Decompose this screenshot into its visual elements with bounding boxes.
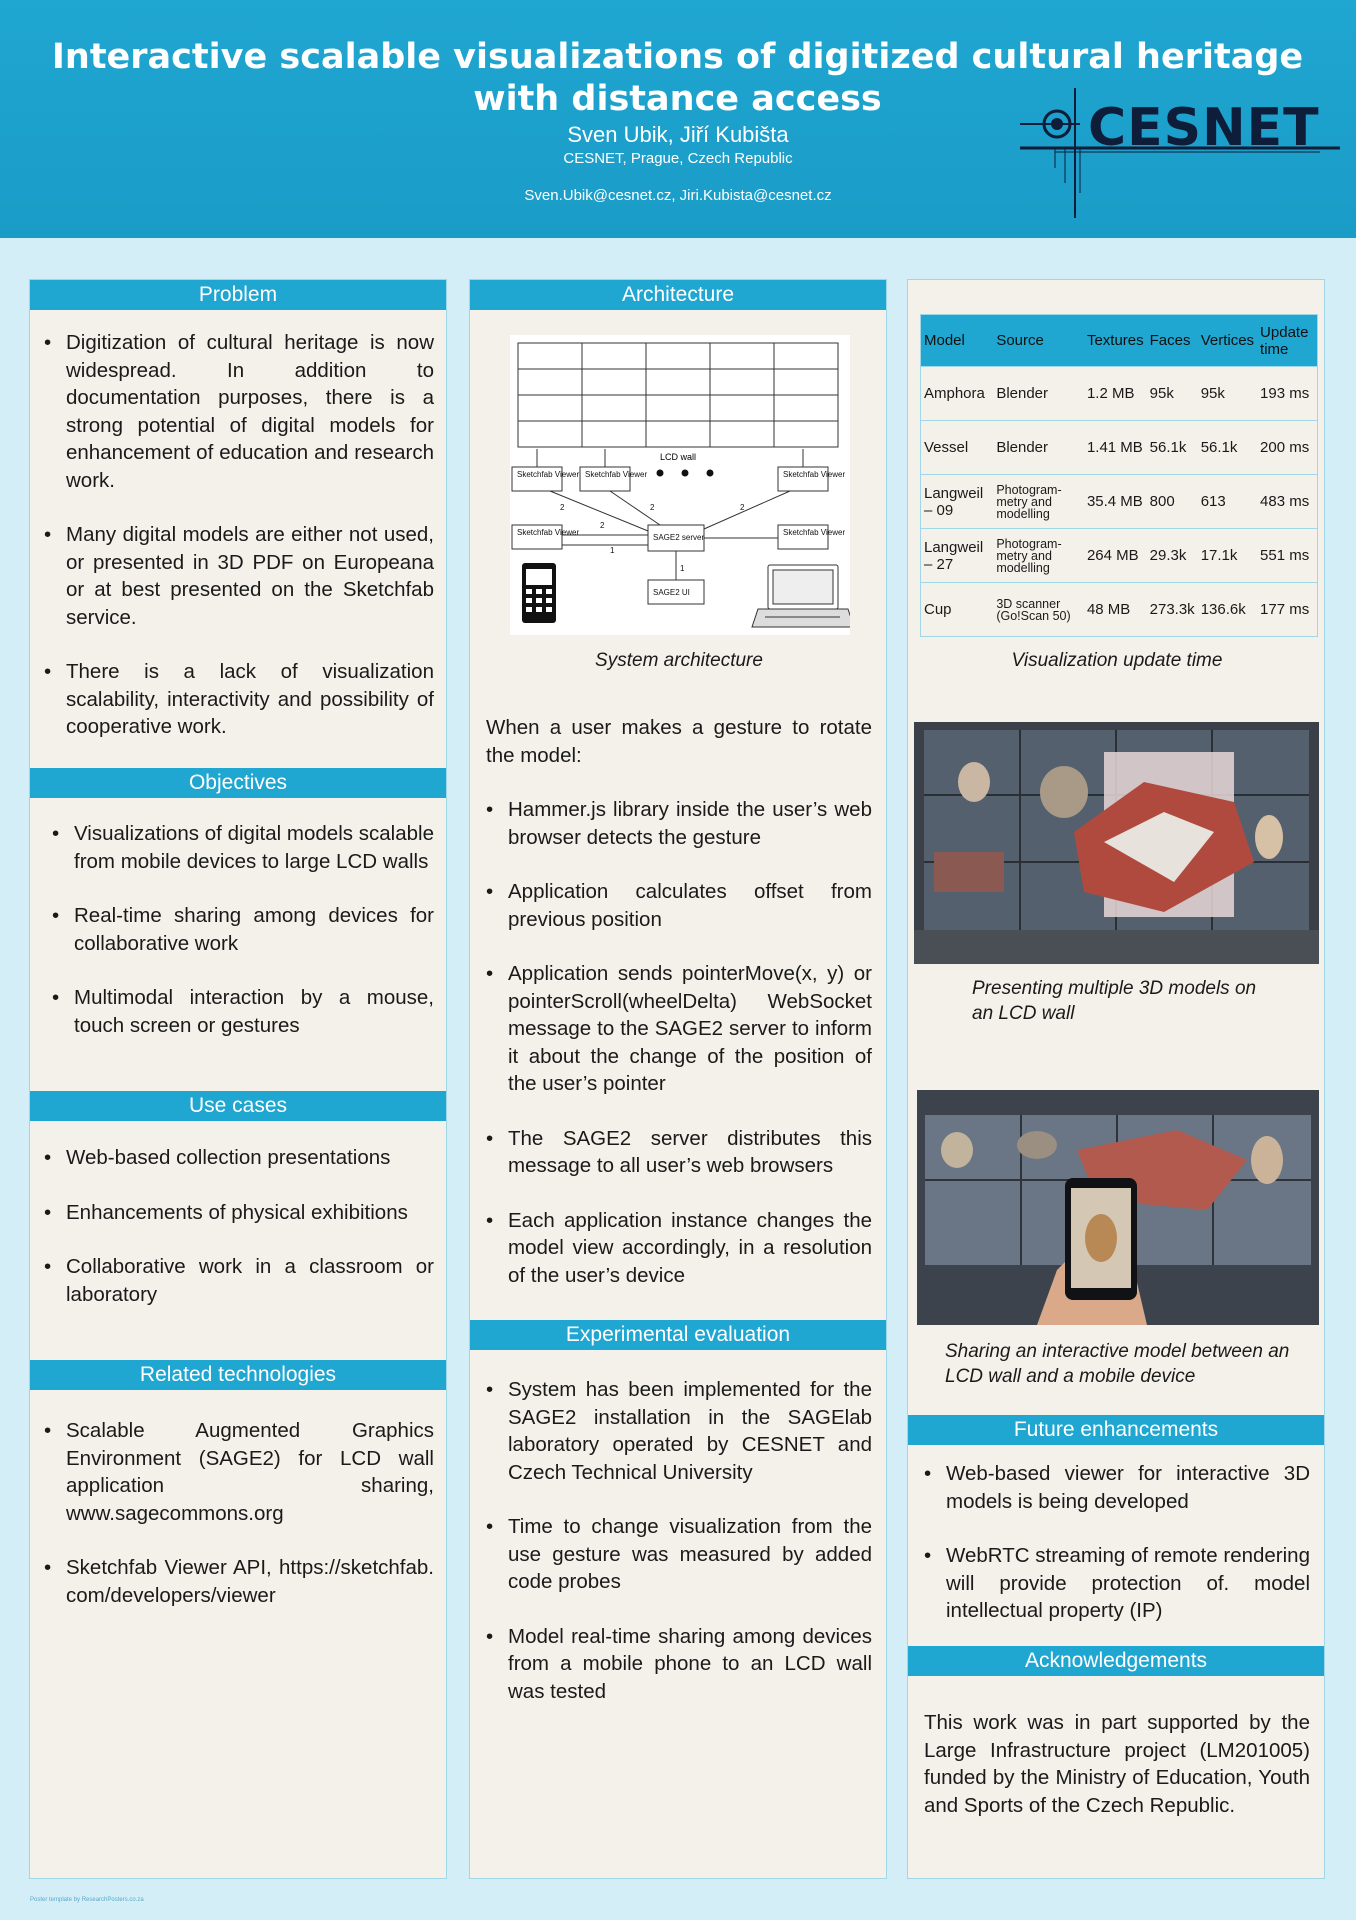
cell: Amphora: [921, 367, 994, 421]
column-right: [907, 279, 1325, 1879]
list-item: • System has been implemented for the SAGE2 installation in the SAGElab laboratory operated by CESNET and Czech Technical University: [486, 1376, 872, 1486]
col-source: Source: [993, 315, 1084, 367]
list-item: • Application calculates offset from previous position: [486, 878, 872, 933]
table-row: [921, 475, 1318, 529]
edge-label: 2: [740, 503, 745, 512]
affiliation: CESNET, Prague, Czech Republic: [563, 150, 793, 167]
table-row: [921, 583, 1318, 637]
viewer-label-2: Sketchfab Viewer: [585, 470, 648, 479]
evaluation-list: [486, 1376, 872, 1732]
problem-list: [44, 329, 434, 768]
list-item: • WebRTC streaming of remote rendering will provide protection of. model intellectual property (IP): [924, 1542, 1310, 1625]
architecture-heading: Architecture: [470, 280, 886, 310]
photo1-caption: Presenting multiple 3D models on an LCD wall: [972, 978, 1257, 1024]
col-model: Model: [921, 315, 994, 367]
use-cases-list: [44, 1144, 434, 1335]
cell: Langweil – 09: [921, 475, 994, 529]
cell: 3D scanner (Go!Scan 50): [993, 583, 1084, 637]
list-item: • Time to change visualization from the use gesture was measured by added code probes: [486, 1513, 872, 1596]
cell: 29.3k: [1147, 529, 1198, 583]
cell: 35.4 MB: [1084, 475, 1147, 529]
cell: 264 MB: [1084, 529, 1147, 583]
list-item: • Sketchfab Viewer API, https://sketchfab.com/developers/viewer: [44, 1554, 434, 1609]
cell: 551 ms: [1257, 529, 1317, 583]
list-item: • Enhancements of physical exhibitions: [44, 1199, 434, 1227]
table-row: [921, 421, 1318, 475]
list-item: • Model real-time sharing among devices from a mobile phone to an LCD wall was tested: [486, 1623, 872, 1706]
table-row: [921, 529, 1318, 583]
ack-heading: Acknowledgements: [908, 1646, 1324, 1676]
cell: 800: [1147, 475, 1198, 529]
template-credit: Poster template by ResearchPosters.co.za: [30, 1897, 144, 1903]
list-item: • Web-based viewer for interactive 3D models is being developed: [924, 1460, 1310, 1515]
emails: Sven.Ubik@cesnet.cz, Jiri.Kubista@cesnet.cz: [524, 187, 832, 204]
cell: Cup: [921, 583, 994, 637]
col-textures: Textures: [1084, 315, 1147, 367]
evaluation-heading: Experimental evaluation: [470, 1320, 886, 1350]
poster-header: [0, 0, 1356, 238]
mobile-sharing-image: [917, 1090, 1319, 1325]
photo2-caption: Sharing an interactive model between an LCD wall and a mobile device: [945, 1341, 1290, 1387]
list-item: • Each application instance changes the model view accordingly, in a resolution of the user’s device: [486, 1207, 872, 1290]
related-list: [44, 1417, 434, 1636]
architecture-diagram: [510, 335, 850, 635]
viewer-label-4: Sketchfab Viewer: [517, 528, 580, 537]
future-heading: Future enhancements: [908, 1415, 1324, 1445]
list-item: • The SAGE2 server distributes this message to all user’s web browsers: [486, 1125, 872, 1180]
list-item: • Real-time sharing among devices for collaborative work: [52, 902, 434, 957]
viewer-label-1: Sketchfab Viewer: [517, 470, 580, 479]
problem-heading: Problem: [30, 280, 446, 310]
edge-label: 1: [680, 564, 685, 573]
poster-title: Interactive scalable visualizations of digitized cultural heritage with distance access: [51, 37, 1304, 119]
list-item: • Web-based collection presentations: [44, 1144, 434, 1172]
col-faces: Faces: [1147, 315, 1198, 367]
cell: 273.3k: [1147, 583, 1198, 637]
table-caption: Visualization update time: [1011, 650, 1223, 671]
viewer-label-3: Sketchfab Viewer: [783, 470, 846, 479]
cell: 177 ms: [1257, 583, 1317, 637]
cell: Langweil – 27: [921, 529, 994, 583]
col-update-time: Update time: [1257, 315, 1317, 367]
edge-label: 2: [600, 521, 605, 530]
list-item: • Multimodal interaction by a mouse, touch screen or gestures: [52, 984, 434, 1039]
ui-label: SAGE2 UI: [653, 588, 690, 597]
list-item: • Collaborative work in a classroom or laboratory: [44, 1253, 434, 1308]
list-item: • Digitization of cultural heritage is now widespread. In addition to documentation purposes, there is a strong potential of digital models for enhancement of education and research work.: [44, 329, 434, 494]
cell: 1.41 MB: [1084, 421, 1147, 475]
cell: 56.1k: [1198, 421, 1257, 475]
cell: 200 ms: [1257, 421, 1317, 475]
architecture-caption: System architecture: [595, 650, 763, 671]
cell: 483 ms: [1257, 475, 1317, 529]
list-item: • Scalable Augmented Graphics Environment (SAGE2) for LCD wall application sharing, www.sagecommons.org: [44, 1417, 434, 1527]
list-item: • There is a lack of visualization scalability, interactivity and possibility of cooperative work.: [44, 658, 434, 741]
list-item: • Visualizations of digital models scalable from mobile devices to large LCD walls: [52, 820, 434, 875]
cell: 17.1k: [1198, 529, 1257, 583]
cell: 56.1k: [1147, 421, 1198, 475]
viewer-label-5: Sketchfab Viewer: [783, 528, 846, 537]
cell: Vessel: [921, 421, 994, 475]
phone-icon: [522, 563, 556, 623]
list-item: • Application sends pointerMove(x, y) or pointerScroll(wheelDelta) WebSocket message to the SAGE2 server to inform it about the change of the position of the user’s pointer: [486, 960, 872, 1098]
objectives-heading: Objectives: [30, 768, 446, 798]
cell: 48 MB: [1084, 583, 1147, 637]
edge-label: 1: [610, 546, 615, 555]
list-item: • Many digital models are either not used, or presented in 3D PDF on Europeana or at best presented on the Sketchfab service.: [44, 521, 434, 631]
cell: 193 ms: [1257, 367, 1317, 421]
cell: 95k: [1147, 367, 1198, 421]
cell: Photogram-metry and modelling: [993, 475, 1084, 529]
use-cases-heading: Use cases: [30, 1091, 446, 1121]
table-row: [921, 367, 1318, 421]
cell: Photogram-metry and modelling: [993, 529, 1084, 583]
architecture-intro: When a user makes a gesture to rotate the model:: [486, 716, 872, 767]
list-item: • Hammer.js library inside the user’s web browser detects the gesture: [486, 796, 872, 851]
edge-label: 2: [560, 503, 565, 512]
edge-label: 2: [650, 503, 655, 512]
update-time-table: [920, 314, 1318, 637]
cell: 136.6k: [1198, 583, 1257, 637]
mobile-sharing-photo: [917, 1090, 1319, 1325]
cell: Blender: [993, 367, 1084, 421]
col-vertices: Vertices: [1198, 315, 1257, 367]
column-middle: [469, 279, 887, 1879]
authors: Sven Ubik, Jiří Kubišta: [567, 122, 789, 147]
cell: 95k: [1198, 367, 1257, 421]
table-header-row: [921, 315, 1318, 367]
server-label: SAGE2 server: [653, 533, 705, 542]
cell: 1.2 MB: [1084, 367, 1147, 421]
lcd-wall-label: LCD wall: [660, 452, 697, 462]
future-list: [924, 1460, 1310, 1652]
ack-text: This work was in part supported by the Large Infrastructure project (LM201005) funded by the Ministry of Education, Youth and Sports of the Czech Republic.: [924, 1711, 1310, 1817]
architecture-steps: [486, 796, 872, 1316]
logo-text: CESNET: [1088, 98, 1320, 158]
cell: Blender: [993, 421, 1084, 475]
column-left: [29, 279, 447, 1879]
lcd-wall-photo: [914, 722, 1319, 964]
related-heading: Related technologies: [30, 1360, 446, 1390]
lcd-wall-image: [914, 722, 1319, 964]
cesnet-logo: [1020, 88, 1340, 218]
objectives-list: [52, 820, 434, 1066]
cell: 613: [1198, 475, 1257, 529]
